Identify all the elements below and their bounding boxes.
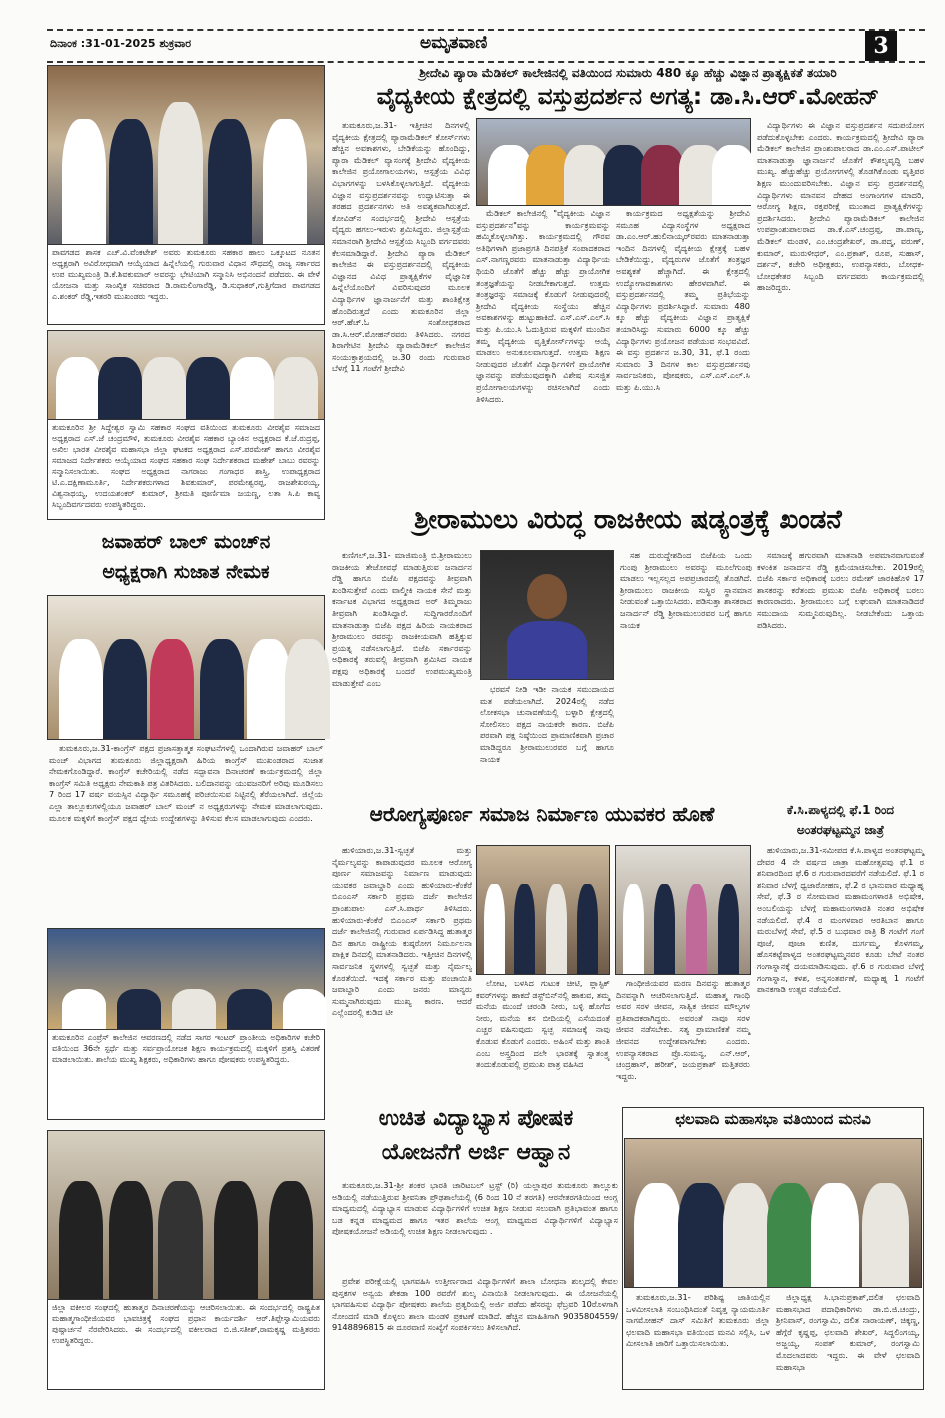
medical-kicker: ಶ್ರೀದೇವಿ ಪ್ಯಾರಾ ಮೆಡಿಕಲ್ ಕಾಲೇಜಿನಲ್ಲಿ ವತಿಯಿಂದ ಸುಮಾರು 480 ಕ್ಕೂ ಹೆಚ್ಚು ವಿಜ್ಞಾನ ಪ್ರಾತ್ಯಕ್ಷಿಕತೆ ತಯಾರಿ — [419, 66, 837, 80]
headline-line: ಯೋಜನೆಗೆ ಅರ್ಜಿ ಆಹ್ವಾನ — [381, 1140, 571, 1165]
headline-line: ಜವಾಹರ್ ಬಾಲ್ ಮಂಚ್‌ನ — [101, 531, 271, 553]
photo-caption: ತುಮಕೂರಿನ ಎಂಪ್ರೆಸ್ ಕಾಲೇಜಿನ ಆವರಣದಲ್ಲಿ ನಡೆದ ಸಾಗರ ಇಂಟರ್ ಪ್ರಾಂತೀಯ ಅಧಿಕಾರಿಗಳ ಕಚೇರಿ ವತಿಯಿಂದ 36ನೇ ಸ್ಪರ್ಧೆ ಮತ್ತು ಸರ್ವಪ್ರಾಯೋಜಕ ಶಿಕ್ಷಣ ಕಾರ್ಯಕ್ರಮದಲ್ಲಿ ಮಕ್ಕಳಿಗೆ ಪ್ರಶಸ್ತಿ ವಿತರಣೆ ಮಾಡಲಾಯಿತು. ಶಾಲೆಯ ಮುಖ್ಯ ಶಿಕ್ಷಕರು, ಅಧಿಕಾರಿಗಳು ಹಾಗೂ ಪೋಷಕರು ಉಪಸ್ಥಿತರಿದ್ದರು. — [47, 1030, 325, 1120]
arogya-col-1: ಹುಳಿಯಾರು,ಜ.31-ಸ್ವಚ್ಛತೆ ಮತ್ತು ನೈರ್ಮಲ್ಯವನ್ನು ಕಾಪಾಡುವುದರ ಮೂಲಕ ಆರೋಗ್ಯ ಪೂರ್ಣ ಸಮಾಜವನ್ನು ನಿರ್ಮಾಣ ಮಾಡುವುದು ಯುವಕರ ಜವಾಬ್ದಾರಿ ಎಂದು ಹುಳಿಯಾರು-ಕೆಂಕೆರೆ ಬಿಎಂಎಸ್ ಸರ್ಕಾರಿ ಪ್ರಥಮ ದರ್ಜೆ ಕಾಲೇಜಿನ ಪ್ರಾಂಶುಪಾಲ ಎಸ್.ಸಿ.ಪಾರ್ಥ ತಿಳಿಸಿದರು. ಹುಳಿಯಾರು-ಕೆಂಕೆರೆ ಬಿಎಂಎಸ್ ಸರ್ಕಾರಿ ಪ್ರಥಮ ದರ್ಜೆ ಕಾಲೇಜಿನಲ್ಲಿ ಗುರುವಾರ ಏರ್ಪಡಿಸಿದ್ದ ಹುತಾತ್ಮರ ದಿನ ಹಾಗೂ ರಾಷ್ಟ್ರೀಯ ಕುಷ್ಠರೋಗ ನಿರ್ಮೂಲನಾ ಪಾಕ್ಷಿಕ ದಿನದಲ್ಲಿ ಮಾತನಾಡಿದರು. ಇತ್ತೀಚಿನ ದಿನಗಳಲ್ಲಿ ಸಾರ್ವಜನಿಕ ಸ್ಥಳಗಳಲ್ಲಿ ಸ್ವಚ್ಛತೆ ಮತ್ತು ನೈರ್ಮಲ್ಯ ಕೊರತೆಯಿದೆ. ಇದಕ್ಕೆ ಸರ್ಕಾರ ಮತ್ತು ಪಂಚಾಯಿತಿ ಜವಾಬ್ದಾರಿ ಎಂದು ಜನರು ಮಾನ್ಯರು ಸುಮ್ಮನಾಗಿರುವುದು ಮುಖ್ಯ ಕಾರಣ. ಆದರೆ ಎಲ್ಲೆಂದರಲ್ಲಿ ಕುಡಿದ ಟೀ — [332, 845, 472, 1018]
photo-caption: ಜಿಲ್ಲಾ ವಕೀಲರ ಸಂಘದಲ್ಲಿ ಹುತಾತ್ಮರ ದಿನಾಚರಣೆಯನ್ನು ಆಚರಿಸಲಾಯಿತು. ಈ ಸಂದರ್ಭದಲ್ಲಿ ರಾಷ್ಟ್ರಪಿತ ಮಹಾತ್ಮಗಾಂಧೀಜಿಯವರ ಭಾವಚಿತ್ರಕ್ಕೆ ಸಂಘದ ಪ್ರಧಾನ ಕಾರ್ಯದರ್ಶಿ ಆರ್.ತಿಪ್ಪೇಸ್ವಾಮಿಯವರು ಪುಷ್ಪಾರ್ಚನೆ ನೆರವೇರಿಸಿದರು. ಈ ಸಂದರ್ಭದಲ್ಲಿ ವಕೀಲರಾದ ಬಿ.ಜಿ.ಸತೀಶ್,ರಾಮಕೃಷ್ಣ ಮತ್ತಿತರರು ಉಪಸ್ಥಿತರಿದ್ದರು. — [47, 1300, 325, 1390]
uchita-headline — [332, 1102, 620, 1170]
medical-col-1: ತುಮಕೂರು,ಜ.31- ಇತ್ತೀಚಿನ ದಿನಗಳಲ್ಲಿ ವೈದ್ಯಕೀಯ ಕ್ಷೇತ್ರದಲ್ಲಿ ಪ್ಯಾರಾಮೆಡಿಕಲ್ ಕೋರ್ಸ್‌ಗಳು ಹೆಚ್ಚಿನ ಅವಕಾಶಗಳು, ಬೇಡಿಕೆಯನ್ನು ಹೊಂದಿದ್ದು, ಪ್ಯಾರಾ ಮೆಡಿಕಲ್ ವ್ಯಾಸಂಗಕ್ಕೆ ಶ್ರೀದೇವಿ ವೈದ್ಯಕೀಯ ಕಾಲೇಜಿನ ಪ್ರಯೋಗಾಲಯಗಳು, ಆಸ್ಪತ್ರೆಯ ವಿವಿಧ ವಿಭಾಗಗಳನ್ನು ಬಳಸಿಕೊಳ್ಳಲಾಗುತ್ತಿದೆ. ವೈದ್ಯಕೀಯ ವಿಜ್ಞಾನ ವಸ್ತುಪ್ರದರ್ಶನವನ್ನು ಉದ್ಘಾಟಿಸುತ್ತಾ ಈ ತರಹದ ಪ್ರದರ್ಶನಗಳು ಅತಿ ಅವಶ್ಯಕವಾಗಿರುತ್ತದೆ. ಕೋವಿಡ್‌ನ ಸಂದರ್ಭದಲ್ಲಿ ಶ್ರೀದೇವಿ ಆಸ್ಪತ್ರೆಯ ವೈದ್ಯರು ಹಗಲು-ಇರುಳು ಶ್ರಮಿಸಿದ್ದರು. ಜಿಲ್ಲಾಸ್ಪತ್ರೆಯ ಸಮಾನರಾಗಿ ಶ್ರೀದೇವಿ ಆಸ್ಪತ್ರೆಯ ಸಿಬ್ಬಂದಿ ವರ್ಗದವರು ಕೆಲಸಮಾಡಿದ್ದಾರೆ. ಶ್ರೀದೇವಿ ಪ್ಯಾರಾ ಮೆಡಿಕಲ್ ಕಾಲೇಜಿನ ಈ ವಸ್ತುಪ್ರದರ್ಶನದಲ್ಲಿ ವೈದ್ಯಕೀಯ ವಿಜ್ಞಾನದ ವಿವಿಧ ಪ್ರಾತ್ಯಕ್ಷಿಕೆಗಳ ವೈಜ್ಞಾನಿಕ ಹಿನ್ನೆಲೆಯೊಂದಿಗೆ ವಿವರಿಸುವುದರ ಮೂಲಕ ವಿದ್ಯಾರ್ಥಿಗಳ ಜ್ಞಾನಾರ್ಜನೆಗೆ ಮತ್ತು ಶಾಂತಿಕ್ಷೇತ್ರ ಹೊಂದಿರುತ್ತದೆ ಎಂದು ತುಮಕೂರಿನ ಜಿಲ್ಲಾ ಆರ್.ಹೆಚ್.ಓ ಸಂಶೋಧಕರಾದ ಡಾ.ಸಿ.ಆರ್.ಮೋಹನ್‌ರವರು ತಿಳಿಸಿದರು. ನಗರದ ಶಿರಾಗೇಟಿನ ಶ್ರೀದೇವಿ ಪ್ಯಾರಾಮೆಡಿಕಲ್ ಕಾಲೇಜಿನ ಸಂಯುಕ್ತಾಶ್ರಯದಲ್ಲಿ ಜ.30 ರಂದು ಗುರುವಾರ ಬೆಳಗ್ಗೆ 11 ಗಂಟೆಗೆ ಶ್ರೀದೇವಿ — [332, 120, 470, 374]
photo-staff-group — [615, 845, 751, 975]
jatre-headline — [757, 800, 924, 840]
header-rule-top — [47, 29, 925, 31]
photo-school-event — [47, 928, 325, 1030]
sriramulu-col-4: ಸಮಾಜಕ್ಕೆ ಹಗುರವಾಗಿ ಮಾತನಾಡಿ ಅಪಮಾನವಾಗುವಂತೆ ಕಳಂಕಿತ ಜನಾರ್ದನ ರೆಡ್ಡಿ ಕ್ಷಮೆಯಾಚಿಸಬೇಕು. 2019ರಲ್ಲಿ ಬಿಜೆಪಿ ಸರ್ಕಾರ ಅಧಿಕಾರಕ್ಕೆ ಬರಲು ರಮೇಶ್ ಜಾರಕಿಹೊಳಿ 17 ಶಾಸಕರನ್ನು ಕರೆತಂದು ಪ್ರಮುಖ ಬಿಜೆಪಿ ಅಧಿಕಾರಕ್ಕೆ ಬರಲು ಕಾರಣರಾದರು. ಶ್ರೀರಾಮುಲು ಬಗ್ಗೆ ಲಘುವಾಗಿ ಮಾತನಾಡಿದರೆ ಸಮುದಾಯ ಸುಮ್ಮನಿರುವುದಿಲ್ಲ. ನೀಡಬೇಕೆಂದು ಒತ್ತಾಯ ಪಡಿಸಿದರು. — [757, 550, 924, 630]
photo-caption: ತುಮಕೂರಿನ ಶ್ರೀ ಸಿದ್ದೇಶ್ವರ ಸ್ವಾಮಿ ಸಹಕಾರ ಸಂಘದ ವತಿಯಿಂದ ತುಮಕೂರು ವೀರಶೈವ ಸಮಾಜದ ಅಧ್ಯಕ್ಷರಾದ ಎಸ್.ಜೆ ಚಂದ್ರಮೌಳಿ, ತುಮಕೂರು ವೀರಶೈವ ಸಹಕಾರ ಬ್ಯಾಂಕಿನ ಅಧ್ಯಕ್ಷರಾದ ಕೆ.ಜೆ.ರುದ್ರಪ್ಪ, ಅಖಿಲ ಭಾರತ ವೀರಶೈವ ಮಹಾಸಭಾ ಜಿಲ್ಲಾ ಘಟಕದ ಅಧ್ಯಕ್ಷರಾದ ಎಸ್.ಪರಮೇಶ್ ಹಾಗೂ ವೀರಶೈವ ಸಮಾಜದ ನಿರ್ದೇಶಕರು ಆಯ್ಕೆಯಾದ ಸಂಘದ ಸಹಕಾರ ಸಂಘ ನಿರ್ದೇಶಕರಾದ ಮಹೇಶ್ ಬಾಬು ರವರನ್ನು ಸನ್ಮಾನಿಸಲಾಯಿತು. ಸಂಘದ ಅಧ್ಯಕ್ಷರಾದ ನಾಗರಾಜು ಗಂಗಾಧರ ಶಾಸ್ತ್ರಿ, ಉಪಾಧ್ಯಕ್ಷರಾದ ಟಿ.ಎ.ದಕ್ಷಿಣಾಮೂರ್ತಿ, ನಿರ್ದೇಶಕರುಗಳಾದ ಶಿವಕುಮಾರ್, ಪರಮೇಶ್ವರಪ್ಪ, ರಾಜಶೇಖರಯ್ಯ, ವಿಶ್ವನಾಥಯ್ಯ, ಉದಯಶಂಕರ್ ಕುಮಾರ್, ಶ್ರೀಮತಿ ಪೂರ್ಣಿಮಾ ಜಯಣ್ಣ, ಲತಾ ಸಿ.ಪಿ ಕಾವ್ಯ ಸಿಬ್ಬಂದಿವರ್ಗದವರು ಉಪಸ್ಥಿತರಿದ್ದರು. — [47, 420, 325, 520]
medical-col-4: ವಿದ್ಯಾರ್ಥಿಗಳು ಈ ವಿಜ್ಞಾನ ವಸ್ತುಪ್ರದರ್ಶನ ಸದುಪಯೋಗ ಪಡೆದುಕೊಳ್ಳಬೇಕು ಎಂದರು. ಕಾರ್ಯಕ್ರಮದಲ್ಲಿ ಶ್ರೀದೇವಿ ಪ್ಯಾರಾ ಮೆಡಿಕಲ್ ಕಾಲೇಜಿನ ಪ್ರಾಂಶುಪಾಲರಾದ ಡಾ.ಎಂ.ಎಸ್.ಪಾಟೀಲ್ ಮಾತನಾಡುತ್ತಾ ಜ್ಞಾನಾರ್ಜನೆ ಜೊತೆಗೆ ಕೌಶಲ್ಯವೃದ್ಧಿ ಬಹಳ ಮುಖ್ಯ. ಹೆಚ್ಚುಹೆಚ್ಚು ಪ್ರಯೋಗಗಳಲ್ಲಿ ತೊಡಗಿಕೊಂಡು ವೃತ್ತಿಪರ ಶಿಕ್ಷಣ ಮುಂದುವರಿಸಬೇಕು. ವಿಜ್ಞಾನ ವಸ್ತು ಪ್ರದರ್ಶನದಲ್ಲಿ ವಿದ್ಯಾರ್ಥಿಗಳು ಮಾನವನ ದೇಹದ ಅಂಗಾಂಗಗಳ ಮಾದರಿ, ಆರೋಗ್ಯ ಶಿಕ್ಷಣ, ರಕ್ತಪರೀಕ್ಷೆ ಮುಂತಾದ ಪ್ರಾತ್ಯಕ್ಷಿಕೆಗಳನ್ನು ಪ್ರದರ್ಶಿಸಿದರು. ಶ್ರೀದೇವಿ ಪ್ಯಾರಾಮೆಡಿಕಲ್ ಕಾಲೇಜಿನ ಉಪಪ್ರಾಂಶುಪಾಲರಾದ ಡಾ.ಕೆ.ಎಸ್.ಚಂದ್ರಪ್ಪ, ಡಾ.ಪಾಣ್ಯ, ಮೆಡಿಕಲ್ ಮಂಡಳಿ, ಎಂ.ಚಂದ್ರಶೇಖರ್, ಡಾ.ಪದ್ಮ, ವರುಣ್, ಕುಮಾರ್, ಮುರುಳೀಧರ್, ಎಂ.ಪ್ರಕಾಶ್, ರೂಪ, ಸುಹಾಸ್, ದರ್ಶನ್, ಕಚೇರಿ ಅಧೀಕ್ಷಕರು, ಉಪನ್ಯಾಸಕರು, ಬೋಧಕ-ಬೋಧಕೇತರ ಸಿಬ್ಬಂದಿ ವರ್ಗದವರು ಕಾರ್ಯಕ್ರಮದಲ್ಲಿ ಹಾಜರಿದ್ದರು. — [757, 120, 924, 293]
newspaper-name: ಅಮೃತವಾಣಿ — [420, 33, 488, 53]
uchita-body-1: ತುಮಕೂರು,ಜ.31-ಶ್ರೀ ಶಂಕರ ಭಾರತಿ ಚಾರಿಟಬಲ್ ಟ್ರಸ್ಟ್ (ರಿ) ಯಲ್ಲಾಪುರ ತುಮಕೂರು ತಾಲ್ಲೂಕು ಅಡಿಯಲ್ಲಿ ನಡೆಯುತ್ತಿರುವ ಶ್ರೀವನಿತಾ ಪ್ರೌಢಶಾಲೆಯಲ್ಲಿ (6 ರಿಂದ 10 ನೆ ತರಗತಿ) ಆರನೇತರಗತಿಯಿಂದ ಆಂಗ್ಲ ಮಾಧ್ಯಮದಲ್ಲಿ ವಿದ್ಯಾಭ್ಯಾಸ ಮಾಡುವ ವಿದ್ಯಾರ್ಥಿಗಳಿಗೆ ಉಚಿತ ಶಿಕ್ಷಣ ನೀಡುವ ಸಲುವಾಗಿ ಪ್ರತಿಭಾವಂತ ಹಾಗೂ ಬಡ ಕನ್ನಡ ಮಾಧ್ಯಮದ ಹಾಗೂ ಇತರ ಶಾಲೆಯ ಆಂಗ್ಲ ಮಾಧ್ಯಮದ ವಿದ್ಯಾರ್ಥಿಗಳಿಗೆ ವಿದ್ಯಾಭ್ಯಾಸ ಪೋಷಕಯೋಜನೆ ಅಡಿಯಲ್ಲಿ ಉಚಿತ ಶಿಕ್ಷಣ ನೀಡಲಾಗುವುದು . — [332, 1180, 618, 1237]
jatre-body: ಹುಳಿಯಾರು,ಜ.31-ಸಮೀಪದ ಕೆ.ಸಿ.ಪಾಳ್ಯದ ಅಂತರಘಟ್ಟಮ್ಮ ದೇವರ 4 ನೇ ವರ್ಷದ ಜಾತ್ರಾ ಮಹೋತ್ಸವವು ಫೆ.1 ರ ಶನಿವಾರದಿಂದ ಫೆ.6 ರ ಗುರುವಾರದವರೆಗೆ ನಡೆಯಲಿದೆ. ಫೆ.1 ರ ಶನಿವಾರ ಬೆಳಗ್ಗೆ ಧ್ವಜಾರೋಹಣ, ಫೆ.2 ರ ಭಾನುವಾರ ಮಧ್ಯಾಹ್ನ ಸೇವೆ, ಫೆ.3 ರ ಸೋಮವಾರ ಮಹಾಮಂಗಳಾರತಿ ಅಭಿಷೇಕ, ಅಂಬಲಿಯನ್ನು ಬೆಳಗ್ಗೆ ಮಹಾಮಂಗಳಾರತಿ ನಂತರ ಅಭಿಷೇಕ ನಡೆಯಲಿದೆ. ಫೆ.4 ರ ಮಂಗಳವಾರ ಆರತಿಬಾನ ಹಾಗೂ ಮರುಬೆಳಗ್ಗೆ ಸೇವೆ, ಫೆ.5 ರ ಬುಧವಾರ ರಾತ್ರಿ 8 ಗಂಟೆಗೆ ಗಂಗೆ ಪೂಜೆ, ಪೂಜಾ ಕುಣಿತ, ದುರ್ಗಮ್ಮ, ಕೊಳಗಮ್ಮ, ಹೊಸಕಟ್ಟೆಪಾಳ್ಯದ ಅಂತರಘಟ್ಟಮ್ಮನವರ ಕೂಡು ಬೇಟೆ ನಂತರ ಗಂಗಾಸ್ನಾನಕ್ಕೆ ದಯಮಾಡಿಸುವುದು. ಫೆ.6 ರ ಗುರುವಾರ ಬೆಳಗ್ಗೆ ಗಂಗಾಸ್ನಾನ, ಕಳಶ, ಅನ್ನಸಂತರ್ಪಣೆ, ಮಧ್ಯಾಹ್ನ 1 ಗಂಟೆಗೆ ಪಾನಕಗಾಡಿ ಉತ್ಸವ ನಡೆಯಲಿದೆ. — [757, 845, 924, 995]
arogya-col-2: ಲೋಟ, ಬಳಸಿದ ಗುಟುಕ ಚೀಟಿ, ಪ್ಲಾಸ್ಟಿಕ್ ಕವರ್‌ಗಳನ್ನು ಹಾಕದೆ ಡಸ್ಟ್‌ಬಿನ್‌ನಲ್ಲಿ ಹಾಕುವ, ತಮ್ಮ ಮನೆಯ ಮುಂದೆ ಚರಂಡಿ ನೀರು, ಬಳ್ಳಿ ಹೊಗೆದ ನೀರು, ಮನೆಯ ಕಸ ಬೀದಿಯಲ್ಲಿ ಎಸೆಯದಂತೆ ಎಚ್ಚರ ವಹಿಸುವುದು ಸ್ವಚ್ಛ ಸಮಾಜಕ್ಕೆ ನಾವು ಕೊಡುವ ಕೊಡುಗೆ ಎಂದರು. ಅಹಿಂಸೆ ಮತ್ತು ಶಾಂತಿ ಎಂಬ ಅಸ್ತ್ರದಿಂದ ದಲೇ ಭಾರತಕ್ಕೆ ಸ್ವಾತಂತ್ರ್ಯ ತಂದುಕೊಡುವಲ್ಲಿ ಪ್ರಮುಖ ಪಾತ್ರ ವಹಿಸಿದ — [476, 978, 610, 1070]
photo-appointment — [47, 595, 325, 740]
chalavadi-col-2: ಜಿಲ್ಲಾಧ್ಯಕ್ಷ ಸಿ.ಭಾನುಪ್ರಕಾಶ್,ದಲಿತ ಛಲವಾದಿ ಮಹಾಸಭಾದ ಪದಾಧಿಕಾರಿಗಳು ಡಾ.ಬಿ.ಜಿ.ಚಂದ್ರು, ಶ್ರೀನಿವಾಸ್, ರಂಗಸ್ವಾಮಿ, ದಲಿತ ನಾರಾಯಣ್, ಚಿಕ್ಕಣ್ಣ, ಹೆಗ್ಗೆರೆ ಕೃಷ್ಣಪ್ಪ, ಛಲವಾದಿ ಶೇಖರ್, ಸಿದ್ದಲಿಂಗಯ್ಯ, ಅಜ್ಜಯ್ಯ, ಸಂಪತ್ ಕುಮಾರ್, ರಂಗಸ್ವಾಮಿ ಮೊದಲಾದವರು ಇದ್ದರು. ಈ ವೇಳೆ ಛಲವಾದಿ ಮಹಾಸಭಾ — [776, 1292, 920, 1372]
arogya-col-3: ಗಾಂಧೀಜಿಯವರ ಮರಣ ದಿನವನ್ನು ಹುತಾತ್ಮರ ದಿನವನ್ನಾಗಿ ಆಚರಿಸಲಾಗುತ್ತಿದೆ. ಮಹಾತ್ಮ ಗಾಂಧಿ ಅವರ ಸರಳ ಜೀವನ, ಸಾತ್ವಿಕ ಜೀವನ ಮೌಲ್ಯಗಳ ಪ್ರತಿಪಾದಕರಾಗಿದ್ದರು. ಅವರಂತೆ ನಾವೂ ಸರಳ ಜೀವನ ನಡೆಸಬೇಕು. ಸತ್ಯ ಪ್ರಾಮಾಣಿಕತೆ ನಮ್ಮ ಜೀವನದ ಉದ್ದೇಶವಾಗಬೇಕು ಎಂದರು. ಉಪನ್ಯಾಸಕರಾದ ಪ್ರೊ.ಸುಮನ್ಯ, ಎನ್.ಆರ್, ಚಂದ್ರಹಾಸ್, ಹರೀಶ್, ಜಯಪ್ರಕಾಶ್ ಮತ್ತಿತರರು ಇದ್ದರು. — [616, 978, 750, 1081]
sriramulu-col-2: ಭರವಸೆ ನೀಡಿ ಇಡೀ ನಾಯಕ ಸಮುದಾಯದ ಮತ ಪಡೆಯಲಾಗಿದೆ. 2024ರಲ್ಲಿ ನಡೆದ ಲೋಕಸಭಾ ಚುನಾವಣೆಯಲ್ಲಿ ಬಳ್ಳಾರಿ ಕ್ಷೇತ್ರದಲ್ಲಿ ಸೋಲಿಸಲು ಪಕ್ಷದ ನಾಯಕರೇ ಕಾರಣ. ಬಿಜೆಪಿ ಪರವಾಗಿ ಪಕ್ಷ ನಿಷ್ಠೆಯಿಂದ ಪ್ರಾಮಾಣಿಕವಾಗಿ ಪ್ರಚಾರ ಮಾಡಿದ್ದರೂ ಶ್ರೀರಾಮುಲುರವರ ಬಗ್ಗೆ ಹಾಗೂ ನಾಯಕ — [480, 684, 614, 764]
headline-bal-manch — [47, 527, 325, 587]
medical-col-2: ಮೆಡಿಕಲ್ ಕಾಲೇಜಿನಲ್ಲಿ "ವೈದ್ಯಕೀಯ ವಿಜ್ಞಾನ ವಸ್ತುಪ್ರದರ್ಶನ"ವನ್ನು ಕಾರ್ಯಕ್ರಮವನ್ನು ಹಮ್ಮಿಕೊಳ್ಳಲಾಗಿತ್ತು. ಕಾರ್ಯಕ್ರಮದಲ್ಲಿ ಗೌರವ ಅತಿಥಿಗಳಾಗಿ ಪ್ರಜಾಪ್ರಗತಿ ದಿನಪತ್ರಿಕೆ ಸಂಪಾದಕರಾದ ಎಸ್.ನಾಗಣ್ಣರವರು ಮಾತನಾಡುತ್ತಾ ವಿದ್ಯಾರ್ಥಿಯ ಥಿಯರಿ ಜೊತೆಗೆ ಹೆಚ್ಚು ಹೆಚ್ಚು ಪ್ರಾಯೋಗಿಕ ತಂತ್ರಜ್ಞತೆಯನ್ನು ನೀಡಬೇಕಾಗುತ್ತದೆ. ಉತ್ತಮ ತಂತ್ರಜ್ಞರನ್ನು ಸಮಾಜಕ್ಕೆ ಕೊಡುಗೆ ನೀಡುವುದರಲ್ಲಿ ಶ್ರೀದೇವಿ ವೈದ್ಯಕೀಯ ಸಂಸ್ಥೆಯು ಹೆಚ್ಚಿನ ಅವಕಾಶಗಳನ್ನು ಹುಟ್ಟುಹಾಕಿದೆ. ಎಸ್.ಎಸ್.ಎಲ್.ಸಿ ಮತ್ತು ಪಿ.ಯು.ಸಿ ಓದುತ್ತಿರುವ ಮಕ್ಕಳಿಗೆ ಮುಂದಿನ ತಮ್ಮ ವೈದ್ಯಕೀಯ ವೃತ್ತಿಕೋರ್ಸ್‌ಗಳನ್ನು ಆಯ್ಕೆ ಮಾಡಲು ಅನುಕೂಲವಾಗುತ್ತದೆ. ಉತ್ತಮ ಶಿಕ್ಷಣ ನೀಡುವುದರ ಜೊತೆಗೆ ವಿದ್ಯಾರ್ಥಿಗಳಿಗೆ ಪ್ರಾಯೋಗಿಕ ಜ್ಞಾನವನ್ನು ಪಡೆಯುವುದಕ್ಕಾಗಿ ವಿಶೇಷ ಸುಸಜ್ಜಿತ ಪ್ರಯೋಗಾಲಯಗಳನ್ನು ರಚಿಸಲಾಗಿದೆ ಎಂದು ತಿಳಿಸಿದರು. — [476, 208, 610, 404]
arogya-headline: ಆರೋಗ್ಯಪೂರ್ಣ ಸಮಾಜ ನಿರ್ಮಾಣ ಯುವಕರ ಹೊಣೆ — [369, 802, 715, 826]
photo-portrait — [480, 550, 614, 680]
photo-lawyers-association — [47, 1130, 325, 1300]
photo-memorandum — [624, 1138, 922, 1288]
headline-line: ಉಚಿತ ವಿದ್ಯಾಭ್ಯಾಸ ಪೋಷಕ — [378, 1106, 574, 1131]
headline-line: ಕೆ.ಸಿ.ಪಾಳ್ಯದಲ್ಲಿ ಫೆ.1 ರಿಂದ — [786, 803, 895, 817]
medical-headline: ವೈದ್ಯಕೀಯ ಕ್ಷೇತ್ರದಲ್ಲಿ ವಸ್ತುಪ್ರದರ್ಶನ ಅಗತ್ಯ: ಡಾ.ಸಿ.ಆರ್.ಮೋಹನ್ — [376, 84, 880, 110]
photo-medical-exhibition — [476, 118, 751, 206]
photo-mla-felicitation — [47, 65, 325, 245]
photo-college-event — [476, 845, 610, 975]
photo-caption: ಪಾವಗಡದ ಶಾಸಕ ಎಚ್.ವಿ.ವೆಂಕಟೇಶ್ ಅವರು ತುಮಕೂರು ಸಹಕಾರ ಹಾಲು ಒಕ್ಕೂಟದ ನೂತನ ಅಧ್ಯಕ್ಷರಾಗಿ ಅವಿರೋಧವಾಗಿ ಆಯ್ಕೆಯಾದ ಹಿನ್ನೆಲೆಯಲ್ಲಿ ಗುರುವಾರ ವಿಧಾನ ಸೌಧದಲ್ಲಿ ರಾಜ್ಯ ಸರ್ಕಾರದ ಉಪ ಮುಖ್ಯಮಂತ್ರಿ ಡಿ.ಕೆ.ಶಿವಕುಮಾರ್ ಅವರನ್ನು ಭೇಟಿಯಾಗಿ ಸನ್ಮಾನಿಸಿ ಅಭಿನಂದನೆ ಪಡೆದರು. ಈ ವೇಳೆ ಯೋಜನಾ ಮತ್ತು ಸಾಂಖ್ಯಿಕ ಸಚಿವರಾದ ಡಿ.ರಾಮಲಿಂಗಾರೆಡ್ಡಿ, ಡಿ.ಸುಧಾಕರ್,ಗುತ್ತಿಗೆದಾರ ಪಾವಗಡದ ಎ.ಶಂಕರ್ ರೆಡ್ಡಿ,ಇತರರಿ ಮುಖಂಡರು ಇದ್ದರು. — [47, 245, 325, 325]
sriramulu-col-1: ಕುಣಿಗಲ್,ಜ.31- ಮಾಜಿಮಂತ್ರಿ ಬಿ.ಶ್ರೀರಾಮುಲು ರಾಜಕೀಯ ತೇಜೋವಧೆ ಮಾಡುತ್ತಿರುವ ಜನಾರ್ದನ ರೆಡ್ಡಿ ಹಾಗೂ ಬಿಜೆಪಿ ಪಕ್ಷದವನ್ನು ತೀವ್ರವಾಗಿ ಖಂಡಿಸುತ್ತೇವೆ ಎಂದು ವಾಲ್ಮೀಕಿ ನಾಯಕ ಸೇನೆ ಮತ್ತು ಕರ್ನಾಟಕ ವಿಭಾಗದ ಅಧ್ಯಕ್ಷರಾದ ಅರ್ ತಿಮ್ಮರಾಜು ತೀವ್ರವಾಗಿ ಖಂಡಿಸಿದ್ದಾರೆ. ಸುದ್ದಿಗಾರರೊಂದಿಗೆ ಮಾತನಾಡುತ್ತಾ ಬಿಜೆಪಿ ಪಕ್ಷದ ಹಿರಿಯ ನಾಯಕರಾದ ಶ್ರೀರಾಮುಲು ರವರನ್ನು ರಾಜಕೀಯವಾಗಿ ಹತ್ತಿಕ್ಕುವ ಪ್ರಯತ್ನ ನಡೆಸಲಾಗುತ್ತಿದೆ. ಬಿಜೆಪಿ ಸರ್ಕಾರವನ್ನು ಅಧಿಕಾರಕ್ಕೆ ತರುವಲ್ಲಿ ತೀವ್ರವಾಗಿ ಶ್ರಮಿಸಿದ ನಾಯಕ ಪಕ್ಷವು ಅಧಿಕಾರಕ್ಕೆ ಬಂದರೆ ಉಪಮುಖ್ಯಮಂತ್ರಿ ಮಾಡುತ್ತೇವೆ ಎಂಬ — [332, 550, 472, 688]
headline-line: ಅಂತರಘಟ್ಟಮ್ಮನ ಜಾತ್ರೆ — [796, 823, 885, 837]
uchita-body-2: ಪ್ರವೇಶ ಪರೀಕ್ಷೆಯಲ್ಲಿ ಭಾಗವಹಿಸಿ ಉತ್ತೀರ್ಣರಾದ ವಿದ್ಯಾರ್ಥಿಗಳಿಗೆ ಶಾಲಾ ಬೋಧನಾ ಶುಲ್ಕದಲ್ಲಿ ಕೇವಲ ಪುಸ್ತಕಗಳ ಅನ್ವಯ ಶೇಕಡಾ 100 ರವರೆಗೆ ಶುಲ್ಕ ವಿನಾಯಿತಿ ನೀಡಲಾಗುವುದು. ಈ ಯೋಜನೆಯಲ್ಲಿ ಭಾಗವಹಿಸುವ ವಿದ್ಯಾರ್ಥಿ ಪೋಷಕರು ಶಾಲೆಯ ಪ್ರತ್ಯರಿಯಲ್ಲಿ ಅರ್ಜಿ ಪಡೆದು ಹೆಸರನ್ನು ಫೆಬ್ರವರಿ 10ರೊಳಗಾಗಿ ನೋಂದಣಿ ಮಾಡಿ ಕೊಳ್ಳಲು ಶಾಲಾ ಮಂಡಳಿ ಪ್ರಕಟಣೆ ಮಾಡಿದೆ. ಹೆಚ್ಚಿನ ಮಾಹಿತಿಗಾಗಿ 9035804559/ 9148896815 ಈ ದೂರವಾಣಿ ಸಂಖ್ಯೆಗೆ ಸಂಪರ್ಕಿಸಲು ತಿಳಿಸಲಾಗಿದೆ. — [332, 1276, 618, 1333]
page-number: 3 — [865, 31, 897, 61]
issue-date: ದಿನಾಂಕ :31-01-2025 ಶುಕ್ರವಾರ — [50, 37, 192, 50]
sriramulu-headline: ಶ್ರೀರಾಮುಲು ವಿರುದ್ಧ ರಾಜಕೀಯ ಷಡ್ಯಂತ್ರಕ್ಕೆ ಖಂಡನೆ — [414, 505, 842, 535]
sriramulu-col-3: ಸಹ ದುರುದ್ದೇಶದಿಂದ ಬಿಜೆಪಿಯ ಒಂದು ಗುಂಪು ಶ್ರೀರಾಮುಲು ಅವರನ್ನು ಮೂಲೆಗುಂಪು ಮಾಡಲು ಇಲ್ಲಸಲ್ಲದ ಅಪಪ್ರಚಾರದಲ್ಲಿ ತೊಡಗಿದೆ. ಶ್ರೀರಾಮುಲು ರಾಜಕೀಯ ಸುಸ್ಥಿರ ಸ್ಥಾನಮಾನ ನೀಡುವಂತೆ ಒತ್ತಾಯಿಸಿದರು. ಪಡಿಸುತ್ತಾ ಶಾಸಕರಾದ ಜನಾರ್ದನ್ ರೆಡ್ಡಿ ಶ್ರೀರಾಮುಲುರವರ ಬಗ್ಗೆ ಹಾಗೂ ನಾಯಕ — [620, 550, 752, 630]
photo-sangha-felicitation — [47, 330, 325, 420]
header-rule-bottom — [47, 61, 925, 63]
article-bal-manch-body: ತುಮಕೂರು,ಜ.31-ಕಾಂಗ್ರೆಸ್ ಪಕ್ಷದ ಪ್ರಜಾಸತ್ತಾತ್ಮಕ ಸಂಘಟನೆಗಳಲ್ಲಿ ಒಂದಾಗಿರುವ ಜವಾಹರ್ ಬಾಲ್ ಮಂಚ್ ವಿಭಾಗದ ತುಮಕೂರು ಜಿಲ್ಲಾಧ್ಯಕ್ಷರಾಗಿ ಹಿರಿಯ ಕಾಂಗ್ರೆಸ್ ಮುಖಂಡರಾದ ಸುಜಾತ ನೇಮಕಗೊಂಡಿದ್ದಾರೆ. ಕಾಂಗ್ರೆಸ್ ಕಚೇರಿಯಲ್ಲಿ ನಡೆದ ಸದ್ಭಾವನಾ ದಿನಾಚರಣೆ ಕಾರ್ಯಕ್ರಮದಲ್ಲಿ ಜಿಲ್ಲಾ ಕಾಂಗ್ರೆಸ್ ಸಮಿತಿ ಅಧ್ಯಕ್ಷರು ನೇಮಕಾತಿ ಪತ್ರ ವಿತರಿಸಿದರು. ಬಲಿದಾನವನ್ನು ಯುವಜನರಿಗೆ ಅರಿವು ಮೂಡಿಸಲು 7 ರಿಂದ 17 ವರ್ಷ ವಯಸ್ಸಿನ ವಿದ್ಯಾರ್ಥಿ ಸಮೂಹಕ್ಕೆ ಪರಿಚಯಿಸುವ ನಿಟ್ಟಿನಲ್ಲಿ ತೆರೆಯಲಾಗಿದೆ. ಜಿಲ್ಲೆಯ ಎಲ್ಲಾ ತಾಲ್ಲೂಕುಗಳಲ್ಲಿಯೂ ಜವಾಹರ್ ಬಾಲ್ ಮಂಚ್ ನ ಅಧ್ಯಕ್ಷರುಗಳನ್ನು ನೇಮಕ ಮಾಡಲಾಗುವುದು. ಮೂಲಕ ಮಕ್ಕಳಿಗೆ ಕಾಂಗ್ರೆಸ್ ಪಕ್ಷದ ಧ್ಯೇಯ ಉದ್ದೇಶಗಳನ್ನು ತಿಳಿಸುವ ಕೆಲಸ ಮಾಡಲಾಗುವುದು ಎಂದರು. — [49, 743, 324, 823]
chalavadi-col-1: ತುಮಕೂರು,ಜ.31- ಪರಿಶಿಷ್ಟ ಜಾತಿಯಲ್ಲಿನ ಒಳಮೀಸಲಾತಿ ಸಂಬಂಧಿಸಿದಂತೆ ನಿವೃತ್ತ ನ್ಯಾಯಮೂರ್ತಿ ನಾಗಮೋಹನ್ ದಾಸ್ ಸಮಿತಿಗೆ ತುಮಕೂರು ಜಿಲ್ಲಾ ಛಲವಾದಿ ಮಹಾಸಭಾ ವತಿಯಿಂದ ಮನವಿ ಸಲ್ಲಿಸಿ, ಒಳ ಮೀಸಲಾತಿ ಜಾರಿಗೆ ಒತ್ತಾಯಿಸಲಾಯಿತು. — [626, 1292, 770, 1349]
chalavadi-headline: ಛಲವಾದಿ ಮಹಾಸಭಾ ವತಿಯಿಂದ ಮನವಿ — [675, 1110, 871, 1128]
medical-col-3: ಕಾರ್ಯಕ್ರಮದ ಅಧ್ಯಕ್ಷತೆಯನ್ನು ಶ್ರೀದೇವಿ ಸಮೂಹ ವಿದ್ಯಾಸಂಸ್ಥೆಗಳ ಅಧ್ಯಕ್ಷರಾದ ಡಾ.ಎಂ.ಆರ್.ಹುಲಿನಾಯ್ಕರ್‌ರವರು ಮಾತನಾಡುತ್ತಾ ಇಂದಿನ ದಿನಗಳಲ್ಲಿ ವೈದ್ಯಕೀಯ ಕ್ಷೇತ್ರಕ್ಕೆ ಬಹಳ ಬೇಡಿಕೆಯಿದ್ದು, ವೈದ್ಯರುಗಳ ಜೊತೆಗೆ ತಂತ್ರಜ್ಞರ ಅವಶ್ಯಕತೆ ಹೆಚ್ಚಾಗಿದೆ. ಈ ಕ್ಷೇತ್ರದಲ್ಲಿ ಉದ್ಯೋಗಾವಕಾಶಗಳು ಹೇರಳವಾಗಿವೆ. ಈ ವಸ್ತುಪ್ರದರ್ಶನದಲ್ಲಿ ತಮ್ಮ ಪ್ರತಿಭೆಯನ್ನು ವಿದ್ಯಾರ್ಥಿಗಳು ಪ್ರದರ್ಶಿಸಿದ್ದಾರೆ. ಸುಮಾರು 480 ಕ್ಕೂ ಹೆಚ್ಚು ವೈದ್ಯಕೀಯ ವಿಜ್ಞಾನ ಪ್ರಾತ್ಯಕ್ಷಿಕೆ ತಯಾರಿಸಿದ್ದು ಸುಮಾರು 6000 ಕ್ಕೂ ಹೆಚ್ಚು ವಿದ್ಯಾರ್ಥಿಗಳು ಪ್ರಯೋಜನ ಪಡೆಯುವ ಸಂಭವವಿದೆ. ಈ ವಸ್ತು ಪ್ರದರ್ಶನ ಜ.30, 31, ಫೆ.1 ರಂದು ಸುಮಾರು 3 ದಿನಗಳ ಕಾಲ ವಸ್ತುಪ್ರದರ್ಶನವು ಸಾರ್ವಜನಿಕರು, ಪೋಷಕರು, ಎಸ್.ಎಸ್.ಎಲ್.ಸಿ ಮತ್ತು ಪಿ.ಯು.ಸಿ — [616, 208, 750, 392]
headline-line: ಅಧ್ಯಕ್ಷರಾಗಿ ಸುಜಾತ ನೇಮಕ — [102, 561, 270, 583]
